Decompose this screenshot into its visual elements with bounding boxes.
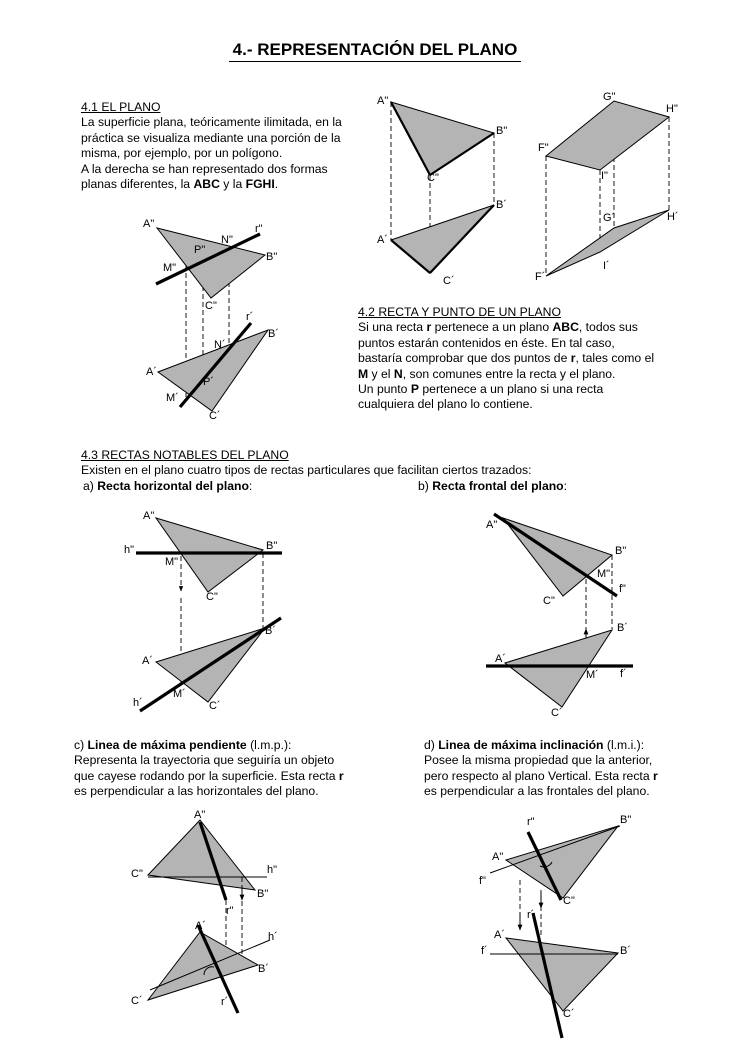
s42-r-2: r [570,351,576,366]
label-m1-fig3: M´ [166,392,179,404]
label-a1-fig1: A´ [377,234,388,246]
sd-r: r [652,768,658,783]
label-b1-figc: B´ [258,963,269,975]
s42-p: P [410,382,419,397]
s41-abc: ABC [193,177,220,192]
s42-l1b: pertenece a un plano [431,320,553,335]
label-r2-figd: r" [527,816,535,828]
label-b2-figc: B" [257,888,269,900]
s43-a-suffix: : [248,479,253,493]
label-n1-fig3: N´ [214,339,226,351]
s42-l3a: bastaría comprobar que dos puntos de [358,351,571,366]
s42-l4a: y el [368,366,394,381]
s43-b-prefix: b) [418,479,433,493]
s41-line-1: La superficie plana, teóricamente ilimitada, en la [81,115,342,130]
label-a1-figc: A´ [195,920,206,932]
label-b2-fig3: B" [266,251,278,263]
label-r2-figc: r" [226,905,234,917]
label-i2: I" [601,170,608,182]
label-h2: H" [666,103,678,115]
s42-r: r [426,320,432,335]
label-m2-figa: M" [165,556,179,568]
label-c1-figd: C´ [563,1008,575,1020]
label-h1-figc: h´ [268,931,278,943]
figure-frontal [486,514,633,707]
label-c1-fig3: C´ [209,410,221,422]
label-p1-fig3: P´ [203,376,214,388]
label-g1: G´ [603,212,616,224]
label-h1-figa: h´ [133,697,143,709]
label-g2: G" [603,91,616,103]
label-m2-fig3: M" [163,262,177,274]
figure-triangle-abc [391,102,494,273]
sc-bold: Linea de máxima pendiente [87,738,247,752]
s42-l5a: Un punto [358,382,411,397]
section-4-1-heading: 4.1 EL PLANO [81,100,161,114]
sc-line-2: Representa la trayectoria que seguiría un objeto [74,753,335,768]
label-h1: H´ [667,211,679,223]
label-b2-figd: B" [620,814,632,826]
label-a1-figa: A´ [142,655,153,667]
s42-abc: ABC [552,320,579,335]
figure-horizontal [136,518,282,711]
label-i1: I´ [603,260,610,272]
label-r1-figd: r´ [527,909,535,921]
sd-prefix: d) [424,738,439,752]
sd-line-2: Posee la misma propiedad que la anterior, [424,753,653,768]
label-b2-figb: B" [615,545,627,557]
s41-line-5-text: planas diferentes, la [81,177,194,192]
label-b2-fig1: B" [496,125,508,137]
s42-n: N [393,366,403,381]
label-c2-figd: C" [563,895,575,907]
sc-prefix: c) [74,738,88,752]
s42-l5b: pertenece a un plano si una recta [419,382,604,397]
label-f1-figd: f´ [481,945,488,957]
s42-l4b: , son comunes entre la recta y el plano. [402,366,616,381]
s42-l1c: , todos sus [578,320,638,335]
label-c1-figb: C´ [551,707,563,719]
s43-b-suffix: : [563,479,567,493]
s43-a-bold: Recta horizontal del plano [97,479,249,493]
sc-r: r [338,768,344,783]
s43-b-bold: Recta frontal del plano [432,479,564,493]
label-f2-figd: f" [479,875,486,887]
sc-suffix: (l.m.p.): [246,738,292,752]
s42-line-6: cualquiera del plano lo contiene. [358,397,533,412]
label-a1-fig3: A´ [146,366,157,378]
sd-l3a: pero respecto al plano Vertical. Esta recta [424,768,653,783]
label-f2-figb: f" [619,583,626,595]
label-b1-figa: B´ [265,625,276,637]
s41-line-3: misma, por ejemplo, por un polígono. [81,146,283,161]
label-r2-fig3: r" [255,223,263,235]
label-m2-figb: M" [597,568,611,580]
sd-line-4: es perpendicular a las frontales del plano. [424,784,650,799]
label-a2-figa: A" [143,510,155,522]
label-a2-figb: A" [486,519,498,531]
label-f2: F" [538,142,549,154]
label-c2-fig1: C" [427,172,439,184]
section-4-3-heading: 4.3 RECTAS NOTABLES DEL PLANO [81,448,289,462]
s41-dot: . [274,177,279,192]
s41-y-la: y la [219,177,246,192]
label-c1-figa: C´ [209,700,221,712]
label-c2-fig3: C" [205,300,217,312]
page-title-text: 4.- REPRESENTACIÓN DEL PLANO [229,40,522,62]
label-c1-fig1: C´ [443,275,455,287]
section-4-2-heading: 4.2 RECTA Y PUNTO DE UN PLANO [358,305,561,319]
label-a2-figc: A" [194,809,206,821]
label-a2-fig1: A" [377,95,389,107]
label-a1-figd: A´ [494,929,505,941]
s41-fghi: FGHI [245,177,275,192]
label-r1-fig3: r´ [246,311,254,323]
figure-maxima-pendiente [148,820,270,1013]
s42-line-2: puntos estarán contenidos en éste. En tal caso, [358,335,615,350]
s42-l1a: Si una recta [358,320,427,335]
label-m1-figb: M´ [586,669,599,681]
figure-maxima-inclinacion [490,826,620,1038]
label-a1-figb: A´ [495,653,506,665]
label-b1-fig1: B´ [496,199,507,211]
label-h2-figc: h" [267,864,278,876]
s41-line-2: práctica se visualiza mediante una porción de la [81,130,341,145]
sd-bold: Linea de máxima inclinación [438,738,604,752]
label-c2-figc: C" [131,868,143,880]
label-a2-fig3: A" [143,218,155,230]
sd-suffix: (l.m.i.): [603,738,645,752]
label-b1-fig3: B´ [268,328,279,340]
label-a2-figd: A" [492,851,504,863]
label-b1-figb: B´ [617,622,628,634]
figure-plane-fghi [546,101,669,276]
s43-intro: Existen en el plano cuatro tipos de rectas particulares que facilitan ciertos trazados: [81,463,532,478]
label-n2-fig3: N" [221,234,233,246]
label-b2-figa: B" [266,540,278,552]
s43-a-prefix: a) [83,479,98,493]
s42-l3b: , tales como el [575,351,655,366]
label-f1-figb: f´ [620,668,627,680]
sc-l3a: que cayese rodando por la superficie. Esta recta [74,768,339,783]
label-c2-figb: C" [543,595,555,607]
label-c2-figa: C" [206,591,218,603]
label-m1-figa: M´ [173,688,186,700]
label-f1: F´ [535,271,546,283]
label-r1-figc: r´ [221,996,229,1008]
label-p2-fig3: P" [194,244,206,256]
s42-m: M [358,366,369,381]
label-b1-figd: B´ [620,945,631,957]
label-c1-figc: C´ [131,995,143,1007]
sc-line-4: es perpendicular a las horizontales del plano. [74,784,319,799]
s41-line-4: A la derecha se han representado dos formas [81,161,328,176]
label-h2-figa: h" [124,544,135,556]
